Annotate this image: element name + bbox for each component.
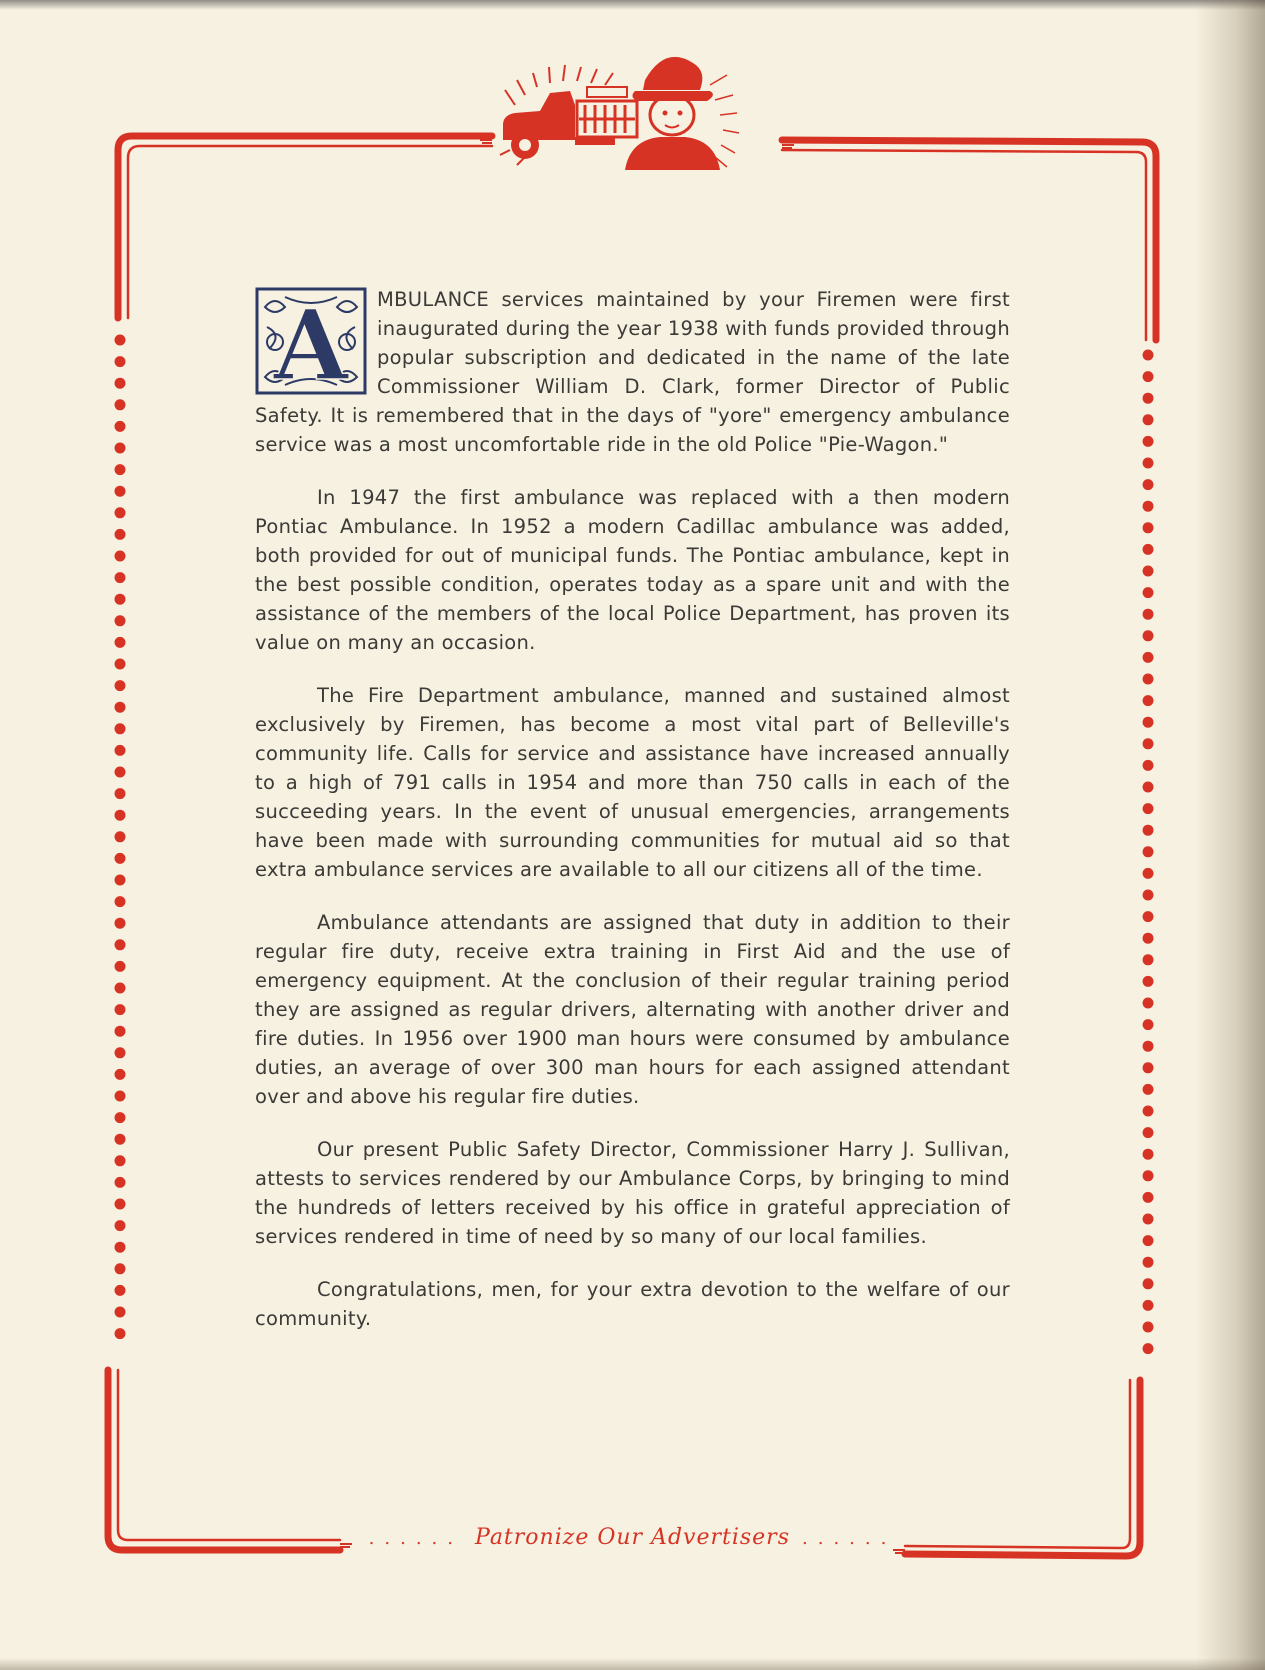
border-dot [1143,782,1154,793]
ornate-dropcap-icon [255,287,367,395]
border-dot [115,1177,126,1188]
border-dot [1143,1106,1154,1117]
paragraph-4: Ambulance attendants are assigned that duty in addition to their regular fire duty, receive extra training in First Aid and the use of emergency equipment. At the conclusion of their regular training period they are assigned as regular drivers, alternating with another driver and fire duties. In 1956 over 1900 man hours were consumed by ambulance duties, an average of over 300 man hours for each assigned attendant over and above his regular fire duties. [255,911,1010,1108]
border-dot [115,1199,126,1210]
border-dot [1143,846,1154,857]
paragraph-5: Our present Public Safety Director, Commissioner Harry J. Sullivan, attests to services rendered by our Ambulance Corps, by bringing to mind the hundreds of letters received by his office in grateful appreciation of services rendered in time of need by so many of our local families. [255,1138,1010,1248]
border-dot [1143,1127,1154,1138]
border-dot [1143,652,1154,663]
footer-dots-right: ...... [802,1528,897,1549]
footer-banner [0,1525,1265,1550]
border-dot [115,680,126,691]
border-dot [115,443,126,454]
border-dot [115,831,126,842]
border-dot [1143,1019,1154,1030]
border-dot [1143,393,1154,404]
border-dot [115,810,126,821]
border-dot [115,399,126,410]
border-dot [1143,501,1154,512]
border-dot [115,1112,126,1123]
border-dot [115,1134,126,1145]
border-dot [1143,695,1154,706]
paragraph-1-text: MBULANCE services maintained by your Firemen were first inaugurated during the year 1938 with funds provided through popular subscription and dedicated in the name of the late Commissioner William D. Clark, former Director of Public Safety. It is remembered that in the days of "yore" emergency ambulance service was a most uncomfortable ride in the old Police "Pie-Wagon." [255,288,1010,456]
border-dot [1143,371,1154,382]
footer-dots-left: ...... [368,1528,463,1549]
border-dot [1143,522,1154,533]
border-dot [1143,954,1154,965]
border-dot [115,723,126,734]
paragraph-1 [255,285,1010,459]
border-dot [1143,544,1154,555]
border-dot [1143,674,1154,685]
border-dot [115,1026,126,1037]
border-dot [115,464,126,475]
border-dot [1143,1278,1154,1289]
border-dot [1143,350,1154,361]
border-dot [1143,1149,1154,1160]
paragraph-6: Congratulations, men, for your extra devotion to the welfare of our community. [255,1278,1010,1330]
border-dot [115,702,126,713]
border-dot [115,1155,126,1166]
border-dot [115,1220,126,1231]
paragraph-2: In 1947 the first ambulance was replaced with a then modern Pontiac Ambulance. In 1952 a modern Cadillac ambulance was added, both provided for out of municipal funds. The Pontiac ambulance, kept in the best possible condition, operates today as a spare unit and with the assistance of the members of the local Police Department, has proven its value on many an occasion. [255,486,1010,654]
border-dot [115,486,126,497]
border-dot [115,875,126,886]
border-dot [1143,1257,1154,1268]
border-dot [115,356,126,367]
border-dot [115,637,126,648]
border-dot [115,961,126,972]
border-dot [115,788,126,799]
fire-truck-icon [500,65,637,165]
border-dot [115,1004,126,1015]
border-dot [1143,630,1154,641]
border-dot [115,853,126,864]
border-dot [115,572,126,583]
border-dot [115,615,126,626]
border-dot [115,1069,126,1080]
border-dot [115,1263,126,1274]
fire-truck-illustration [495,45,780,175]
border-dot [1143,1062,1154,1073]
border-dot [1143,760,1154,771]
border-dot [115,529,126,540]
border-dot [1143,825,1154,836]
border-dot [1143,1300,1154,1311]
border-dot [1143,609,1154,620]
border-dot [115,939,126,950]
border-dot [1143,458,1154,469]
border-dot [1143,1235,1154,1246]
border-dot [1143,414,1154,425]
border-dot [1143,587,1154,598]
border-dot [115,1307,126,1318]
border-dot [1143,1084,1154,1095]
border-dot [115,767,126,778]
border-dot [115,421,126,432]
border-dot [1143,738,1154,749]
border-dot [1143,479,1154,490]
border-dot [1143,1214,1154,1225]
border-dot [115,983,126,994]
border-dot [115,745,126,756]
border-dot [1143,933,1154,944]
article-body [255,285,1010,1357]
border-dot [115,918,126,929]
border-dot [1143,1192,1154,1203]
border-dot [1143,436,1154,447]
border-dot [115,1328,126,1339]
border-dot [1143,1322,1154,1333]
fireman-icon [625,57,739,170]
border-dot [1143,717,1154,728]
border-dot [1143,976,1154,987]
border-dot [1143,911,1154,922]
border-dot [1143,1170,1154,1181]
border-dot [115,896,126,907]
border-dot [115,1285,126,1296]
paragraph-3: The Fire Department ambulance, manned and sustained almost exclusively by Firemen, has become a most vital part of Belleville's community life. Calls for service and assistance have increased annually to a high of 791 calls in 1954 and more than 750 calls in each of the succeeding years. In the event of unusual emergencies, arrangements have been made with surrounding communities for mutual aid so that extra ambulance services are available to all our citizens all of the time. [255,684,1010,881]
border-dot [1143,1343,1154,1354]
border-dot [115,659,126,670]
dropcap-letter: A [273,289,349,395]
border-dot [115,507,126,518]
footer-slogan: Patronize Our Advertisers [475,1525,790,1550]
border-dot [1143,1041,1154,1052]
border-dot [1143,890,1154,901]
border-dot [115,1047,126,1058]
border-dot [115,335,126,346]
border-dot [115,1242,126,1253]
border-dot [115,551,126,562]
border-dot [1143,998,1154,1009]
border-dot [115,594,126,605]
border-dot [1143,868,1154,879]
border-dot [1143,566,1154,577]
border-dot [115,378,126,389]
border-dot [115,1091,126,1102]
border-dot [1143,803,1154,814]
